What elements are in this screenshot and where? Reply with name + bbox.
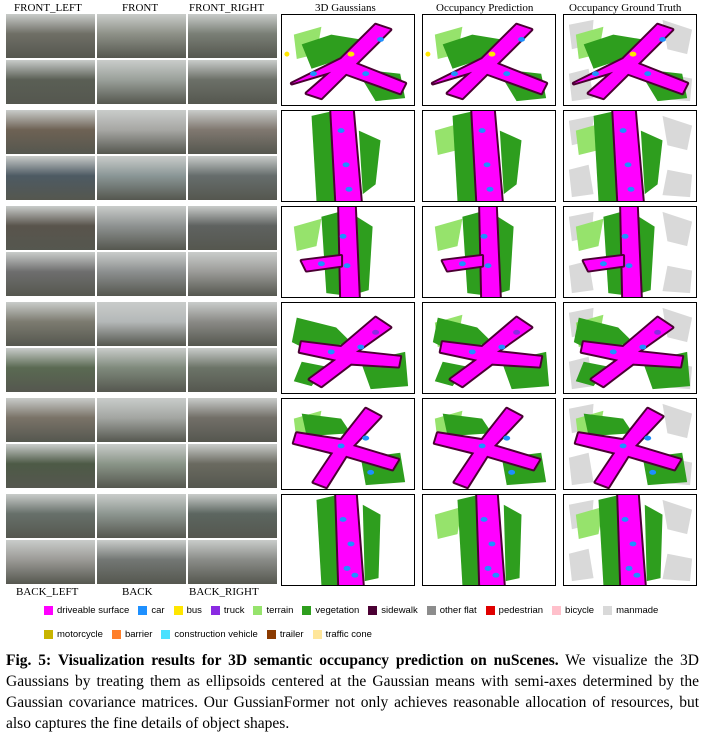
legend-swatch <box>313 630 322 639</box>
camera-row <box>6 14 277 58</box>
camera-image-front-left <box>6 494 95 538</box>
column-header-3d-gaussians: 3D Gaussians <box>315 2 376 14</box>
legend-item <box>313 629 372 640</box>
camera-image-back-left <box>6 348 95 392</box>
legend-item <box>112 629 152 640</box>
legend-item <box>138 605 164 616</box>
legend-swatch <box>552 606 561 615</box>
camera-image-front <box>97 110 186 154</box>
legend-swatch <box>302 606 311 615</box>
camera-header-back: BACK <box>122 586 153 598</box>
legend-item <box>603 605 658 616</box>
panel-pred <box>422 206 556 298</box>
camera-row <box>6 206 277 250</box>
camera-image-back <box>97 540 186 584</box>
legend-swatch <box>368 606 377 615</box>
legend-swatch <box>427 606 436 615</box>
camera-image-front-right <box>188 14 277 58</box>
legend-item <box>44 629 103 640</box>
legend-label: traffic cone <box>325 628 372 640</box>
legend-label: manmade <box>616 604 659 616</box>
camera-header-front-right: FRONT_RIGHT <box>189 2 265 14</box>
legend-item <box>302 605 359 616</box>
camera-row <box>6 156 277 200</box>
scene-map <box>423 303 555 393</box>
camera-header-back-left: BACK_LEFT <box>16 586 79 598</box>
legend-label: barrier <box>124 628 153 640</box>
legend-swatch <box>174 606 183 615</box>
legend-label: bus <box>186 604 202 616</box>
panel-pred <box>422 14 556 106</box>
camera-image-back-left <box>6 540 95 584</box>
camera-image-front <box>97 398 186 442</box>
scene-map <box>282 207 414 297</box>
camera-row <box>6 444 277 488</box>
caption-title: Visualization results for 3D semantic occupancy prediction on nuScenes. <box>58 652 559 669</box>
legend-label: driveable surface <box>57 604 130 616</box>
camera-image-front-right <box>188 302 277 346</box>
legend-label: truck <box>223 604 245 616</box>
panel-gauss <box>281 110 415 202</box>
legend-label: construction vehicle <box>174 628 258 640</box>
column-header-occupancy-prediction: Occupancy Prediction <box>436 2 534 14</box>
panel-gt <box>563 110 697 202</box>
panel-gauss <box>281 302 415 394</box>
legend-item <box>174 605 202 616</box>
legend-swatch <box>138 606 147 615</box>
camera-image-front-left <box>6 398 95 442</box>
caption-body: We visualize the 3D Gaussians by treating them as ellipsoids centered at the Gaussian means with semi-axes determined by the Gaussian covariance matrices. Our GussianFormer not only achieves reasonable allocation of resources, but also captures the fine details of object shapes. <box>6 652 699 732</box>
camera-image-back <box>97 156 186 200</box>
camera-row <box>6 540 277 584</box>
camera-image-back <box>97 348 186 392</box>
camera-row <box>6 60 277 104</box>
legend-label: other flat <box>439 604 477 616</box>
panel-gauss <box>281 494 415 586</box>
legend-swatch <box>486 606 495 615</box>
camera-image-front <box>97 14 186 58</box>
camera-image-front-left <box>6 110 95 154</box>
legend-item <box>211 605 245 616</box>
panel-gt <box>563 494 697 586</box>
camera-image-front-left <box>6 206 95 250</box>
scene-map <box>423 207 555 297</box>
scene-map <box>564 15 696 105</box>
camera-row <box>6 398 277 442</box>
legend-item <box>552 605 594 616</box>
legend-item <box>253 605 293 616</box>
legend-label: terrain <box>266 604 294 616</box>
legend-swatch <box>44 606 53 615</box>
legend-label: motorcycle <box>57 628 103 640</box>
scene-map <box>423 495 555 585</box>
camera-image-back-left <box>6 156 95 200</box>
camera-image-back-right <box>188 348 277 392</box>
legend-label: sidewalk <box>381 604 418 616</box>
scene-map <box>282 495 414 585</box>
legend-label: trailer <box>279 628 304 640</box>
legend-swatch <box>603 606 612 615</box>
camera-image-back-right <box>188 156 277 200</box>
camera-row <box>6 302 277 346</box>
camera-image-front-right <box>188 398 277 442</box>
camera-row <box>6 494 277 538</box>
camera-image-front-right <box>188 110 277 154</box>
camera-image-front <box>97 494 186 538</box>
legend-item <box>161 629 257 640</box>
legend-label: vegetation <box>315 604 360 616</box>
scene-map <box>282 399 414 489</box>
legend-item <box>267 629 304 640</box>
camera-image-front <box>97 206 186 250</box>
scene-map <box>564 111 696 201</box>
camera-row <box>6 110 277 154</box>
column-header-occupancy-ground-truth: Occupancy Ground Truth <box>569 2 682 14</box>
panel-pred <box>422 302 556 394</box>
legend-label: pedestrian <box>498 604 544 616</box>
camera-header-front-left: FRONT_LEFT <box>14 2 82 14</box>
panel-gt <box>563 398 697 490</box>
legend-item <box>486 605 543 616</box>
panel-gt <box>563 206 697 298</box>
legend-item <box>427 605 477 616</box>
camera-image-front <box>97 302 186 346</box>
figure-caption <box>6 650 699 734</box>
camera-image-back <box>97 60 186 104</box>
scene-map <box>564 303 696 393</box>
panel-gauss <box>281 206 415 298</box>
camera-image-back-right <box>188 444 277 488</box>
camera-image-back-right <box>188 60 277 104</box>
legend-row-1 <box>44 603 704 617</box>
camera-image-front-left <box>6 14 95 58</box>
scene-map <box>423 15 555 105</box>
camera-image-front-left <box>6 302 95 346</box>
legend-label: car <box>151 604 165 616</box>
camera-image-back-left <box>6 444 95 488</box>
legend-swatch <box>253 606 262 615</box>
legend-item <box>368 605 417 616</box>
scene-map <box>282 111 414 201</box>
camera-row <box>6 348 277 392</box>
legend-row-2 <box>44 627 704 641</box>
legend-swatch <box>112 630 121 639</box>
camera-image-back <box>97 252 186 296</box>
scene-map <box>423 111 555 201</box>
scene-map <box>282 303 414 393</box>
class-legend <box>44 603 704 651</box>
panel-pred <box>422 110 556 202</box>
legend-swatch <box>44 630 53 639</box>
legend-swatch <box>211 606 220 615</box>
camera-image-back-left <box>6 252 95 296</box>
camera-image-back-left <box>6 60 95 104</box>
camera-image-back <box>97 444 186 488</box>
scene-map <box>564 399 696 489</box>
panel-pred <box>422 398 556 490</box>
legend-item <box>44 605 129 616</box>
panel-pred <box>422 494 556 586</box>
legend-swatch <box>161 630 170 639</box>
scene-map <box>282 15 414 105</box>
panel-gauss <box>281 398 415 490</box>
caption-label: Fig. 5: <box>6 652 52 669</box>
panel-gauss <box>281 14 415 106</box>
camera-image-back-right <box>188 540 277 584</box>
legend-swatch <box>267 630 276 639</box>
panel-gt <box>563 302 697 394</box>
scene-map <box>564 495 696 585</box>
camera-header-back-right: BACK_RIGHT <box>189 586 259 598</box>
panel-gt <box>563 14 697 106</box>
camera-image-front-right <box>188 206 277 250</box>
legend-label: bicycle <box>565 604 595 616</box>
camera-header-front: FRONT <box>122 2 159 14</box>
camera-row <box>6 252 277 296</box>
scene-map <box>564 207 696 297</box>
camera-image-front-right <box>188 494 277 538</box>
camera-image-back-right <box>188 252 277 296</box>
scene-map <box>423 399 555 489</box>
